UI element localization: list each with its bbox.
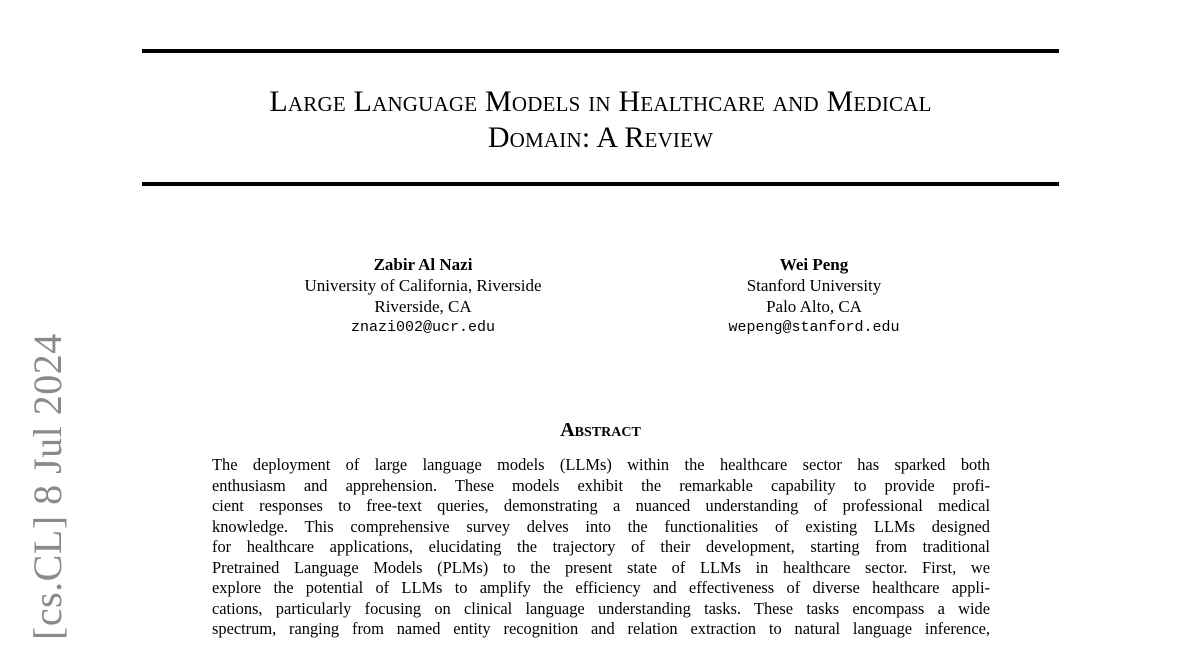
abstract-line: cations, particularly focusing on clinical language understanding tasks. These tasks encompass a wide	[212, 598, 990, 618]
abstract-line: spectrum, ranging from named entity recognition and relation extraction to natural language inference,	[212, 619, 990, 638]
author-location: Palo Alto, CA	[766, 297, 862, 316]
abstract-line: Pretrained Language Models (PLMs) to the present state of LLMs in healthcare sector. First, we	[212, 557, 990, 577]
abstract-heading: Abstract	[560, 419, 641, 441]
author-name: Wei Peng	[779, 255, 849, 274]
author-name: Zabir Al Nazi	[373, 255, 473, 274]
abstract-line: for healthcare applications, elucidating the trajectory of their development, starting from traditional	[212, 537, 990, 556]
author-email: wepeng@stanford.edu	[728, 319, 900, 336]
paper-title-line-1: Large Language Models in Healthcare and Medical	[269, 85, 932, 118]
author-email: znazi002@ucr.edu	[350, 319, 496, 336]
abstract-body	[212, 455, 990, 640]
abstract-line: knowledge. This comprehensive survey delves into the functionalities of existing LLMs designed	[212, 516, 990, 536]
abstract-line: cient responses to free-text queries, demonstrating a nuanced understanding of professional medical	[212, 496, 990, 515]
title-bottom-rule	[142, 182, 1059, 186]
author-block-1	[243, 254, 603, 338]
author-affiliation: Stanford University	[746, 276, 882, 295]
abstract-line: enthusiasm and apprehension. These models exhibit the remarkable capability to provide profi-	[212, 475, 990, 495]
abstract-line: explore the potential of LLMs to amplify the efficiency and effectiveness of diverse healthcare appli-	[212, 578, 990, 597]
paper-title	[142, 84, 1059, 156]
abstract-line: The deployment of large language models (LLMs) within the healthcare sector has sparked both	[212, 455, 990, 474]
title-top-rule	[142, 49, 1059, 53]
author-affiliation: University of California, Riverside	[304, 276, 542, 295]
author-block-2	[634, 254, 994, 338]
paper-title-line-2: Domain: A Review	[487, 121, 714, 154]
arxiv-side-label: [cs.CL] 8 Jul 2024	[25, 333, 70, 640]
author-location: Riverside, CA	[374, 297, 472, 316]
